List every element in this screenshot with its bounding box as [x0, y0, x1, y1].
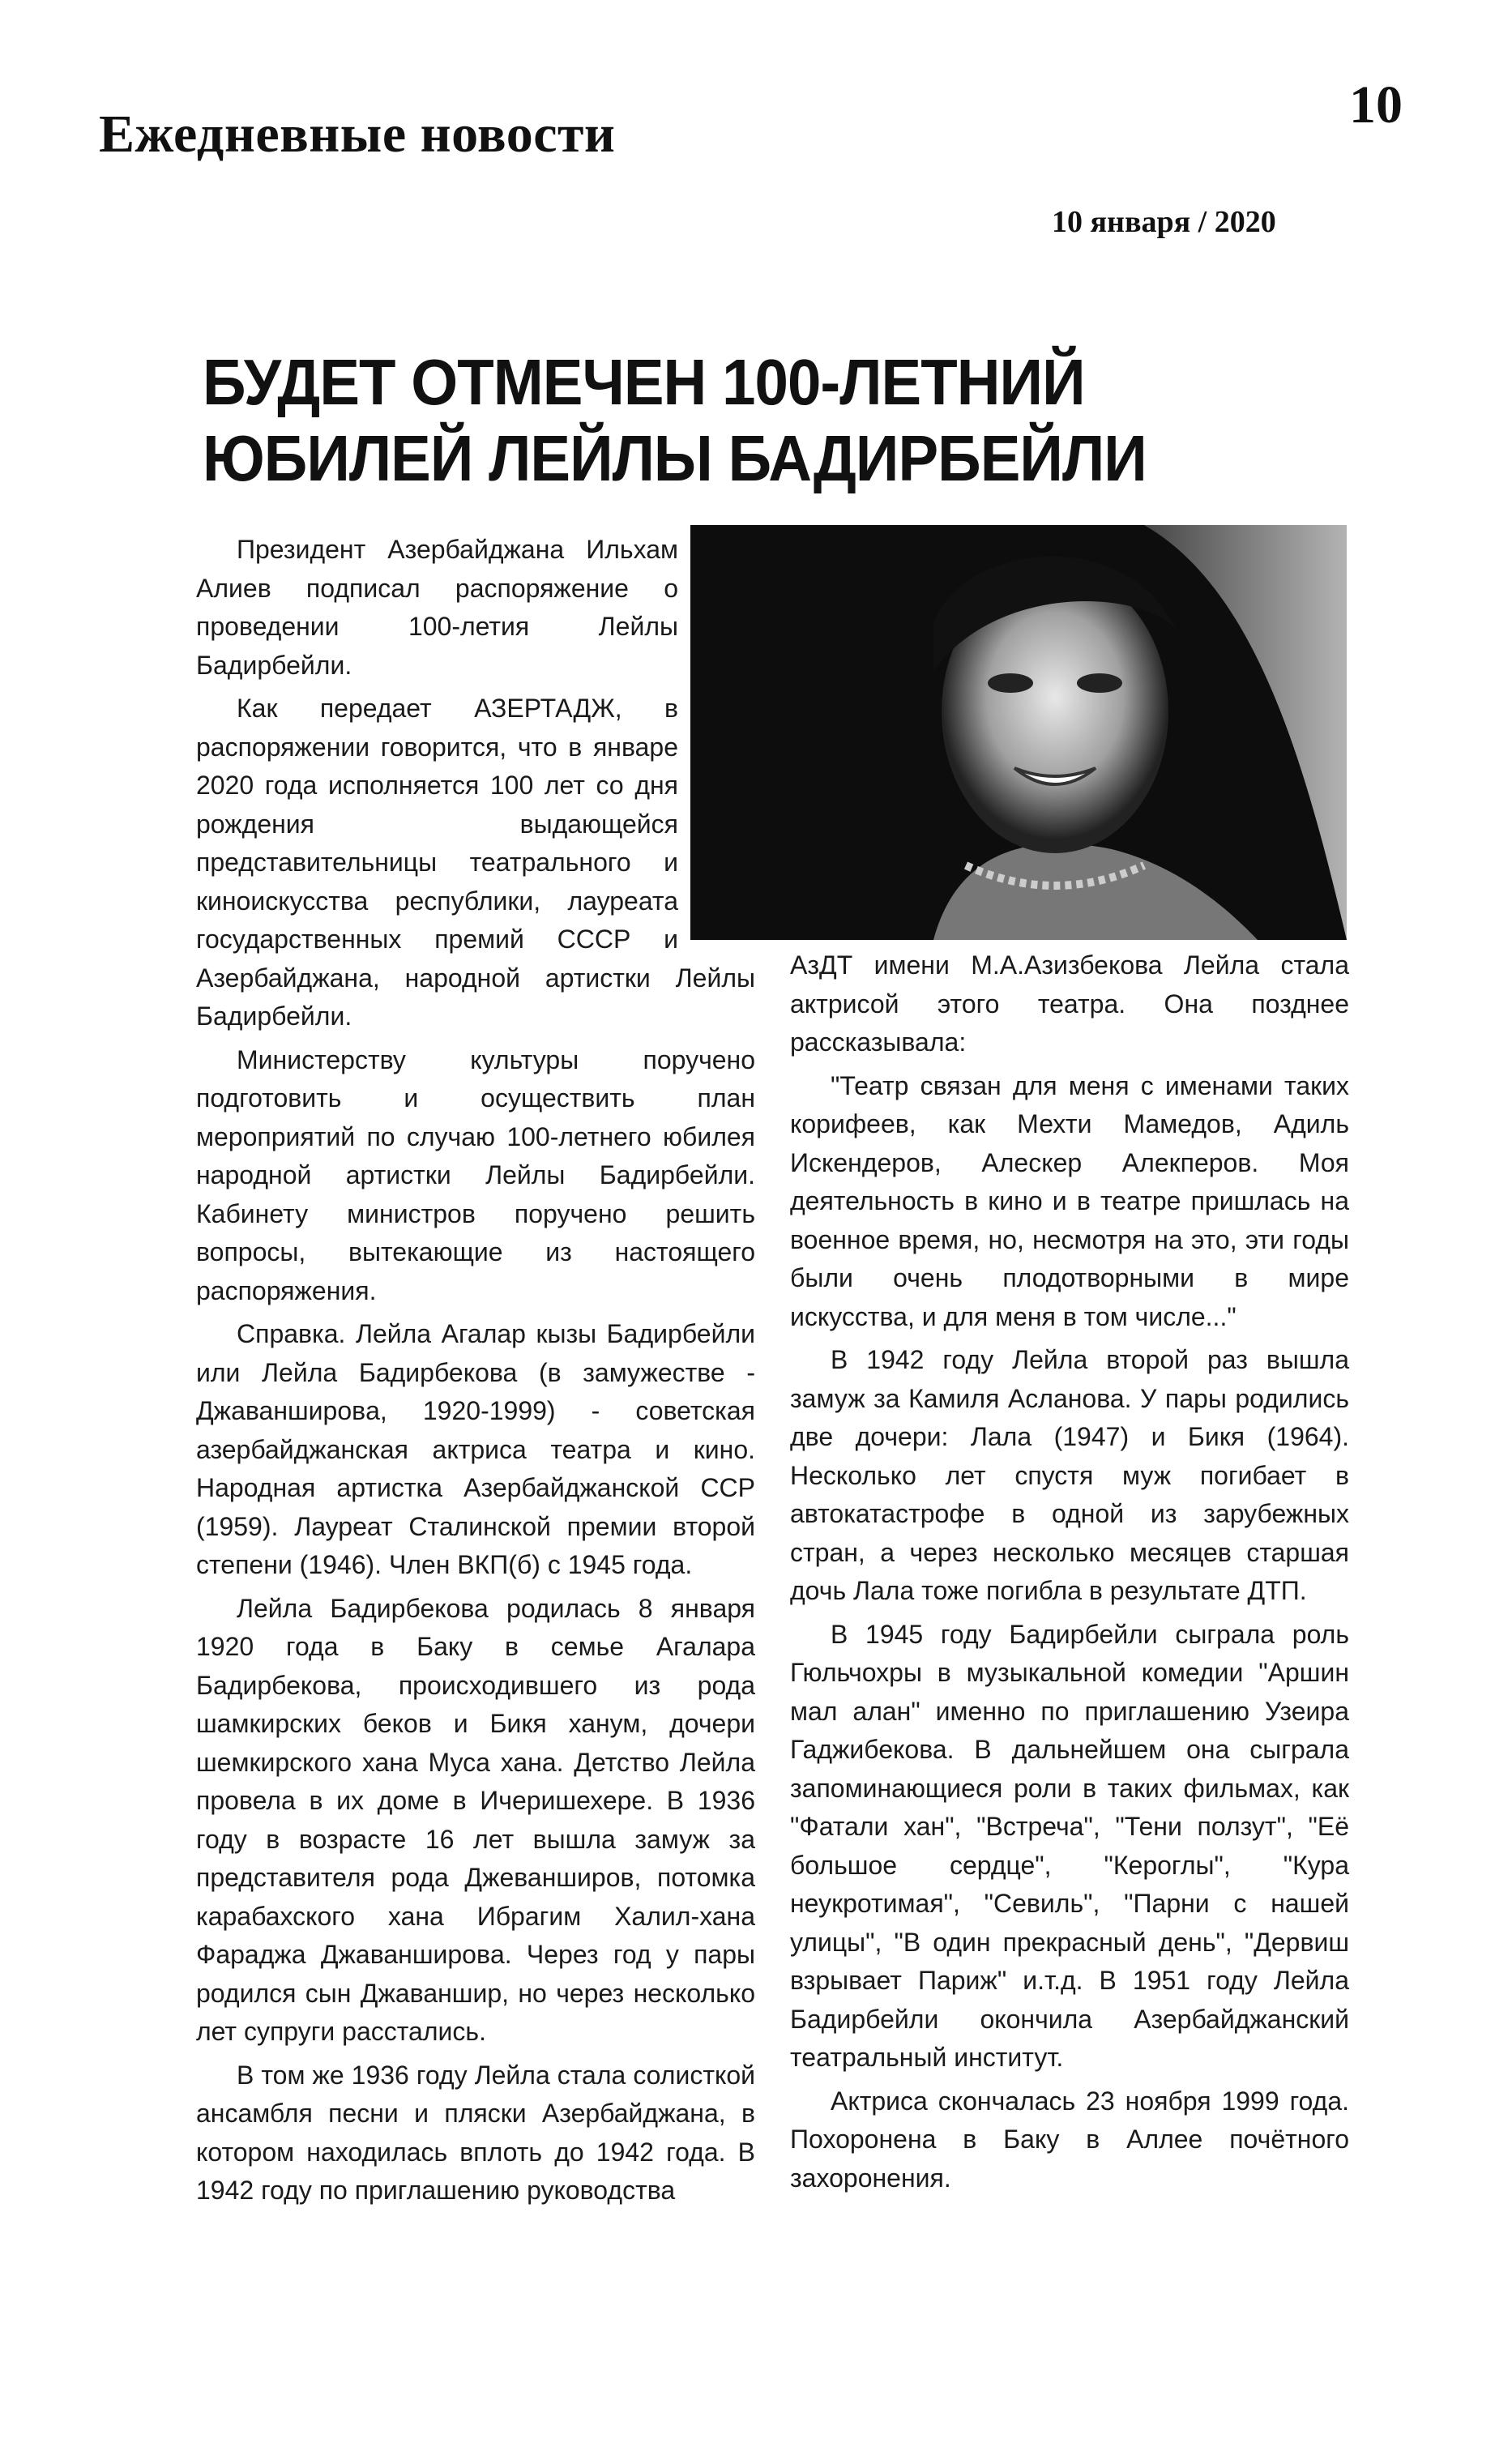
paragraph: В 1942 году Лейла второй раз вышла замуж за Камиля Асланова. У пары родились две дочери: Лала (1947) и Бикя (1964). Несколько лет спустя муж погибает в автокатастрофе в одной из зарубежных стран, а через несколько месяцев старшая дочь Лала тоже погибла в результате ДТП.: [790, 1345, 1349, 1605]
article-column-right: [790, 946, 1349, 2202]
page-number: 10: [1349, 75, 1403, 135]
paragraph: Актриса скончалась 23 ноября 1999 года. Похоронена в Баку в Аллее почётного захоронения.: [790, 2086, 1349, 2193]
quote-paragraph: "Театр связан для меня с именами таких корифеев, как Мехти Мамедов, Адиль Искендеров, Алескер Алекперов. Моя деятельность в кино и в театре пришлась на военное время, но, несмотря на это, эти годы были очень плодотворными в мире искусства, и для меня в том числе...": [790, 1070, 1349, 1331]
paragraph: АзДТ имени М.А.Азизбекова Лейла стала актрисой этого театра. Она позднее рассказывала:: [790, 950, 1349, 1057]
article-column-left: [196, 531, 755, 2215]
article-photo: [690, 525, 1347, 940]
portrait-image: [690, 525, 1347, 940]
paragraph: Министерству культуры поручено подготовить и осуществить план мероприятий по случаю 100-летнего юбилея народной артистки Лейлы Бадирбейли. Кабинету министров поручено решить вопросы, вытекающие из настоящего распоряжения.: [196, 1044, 755, 1305]
publication-name: Ежедневные новости: [99, 105, 616, 164]
title-line: БУДЕТ ОТМЕЧЕН 100-ЛЕТНИЙ: [203, 346, 1085, 418]
article-title: [203, 344, 1258, 497]
paragraph: Президент Азербайджана Ильхам Алиев подписал распоряжение о проведении 100-летия Лейлы Бадирбейли.: [196, 535, 678, 680]
issue-date: 10 января / 2020: [1052, 205, 1276, 239]
title-line: ЮБИЛЕЙ ЛЕЙЛЫ БАДИРБЕЙЛИ: [203, 422, 1147, 494]
paragraph: Как передает АЗЕРТАДЖ, в распоряжении говорится, что в январе 2020 года исполняется 100 лет со дня рождения выдающейся представительницы театрального и киноискусства республики, лауреата государственных премий СССР и Азербайджана, народной артистки Лейлы Бадирбейли.: [196, 694, 755, 1031]
paragraph: Лейла Бадирбекова родилась 8 января 1920 года в Баку в семье Агалара Бадирбекова, происходившего из рода шамкирских беков и Бикя ханум, дочери шемкирского хана Муса хана. Детство Лейла провела в их доме в Ичеришехере. В 1936 году в возрасте 16 лет вышла замуж за представителя рода Джеванширов, потомка карабахского хана Ибрагим Халил-хана Фараджа Джаваншировa. Через год у пары родился сын Джаваншир, но через несколько лет супруги расстались.: [196, 1593, 755, 2046]
paragraph: Справка. Лейла Агалар кызы Бадирбейли или Лейла Бадирбекова (в замужестве - Джаваншировa, 1920-1999) - советская азербайджанская актриса театра и кино. Народная артистка Азербайджанской ССР (1959). Лауреат Сталинской премии второй степени (1946). Член ВКП(б) с 1945 года.: [196, 1319, 755, 1579]
paragraph: В 1945 году Бадирбейли сыграла роль Гюльчохры в музыкальной комедии "Аршин мал алан" именно по приглашению Узеира Гаджибекова. В дальнейшем она сыграла запоминающиеся роли в таких фильмах, как "Фатали хан", "Встреча", "Тени ползут", "Её большое сердце", "Кероглы", "Кура неукротимая", "Севиль", "Парни с нашей улицы", "В один прекрасный день", "Дервиш взрывает Париж" и.т.д. В 1951 году Лейла Бадирбейли окончила Азербайджанский театральный институт.: [790, 1619, 1349, 2072]
paragraph: В том же 1936 году Лейла стала солисткой ансамбля песни и пляски Азербайджана, в котором находилась вплоть до 1942 года. В 1942 году по приглашению руководства: [196, 2060, 755, 2205]
